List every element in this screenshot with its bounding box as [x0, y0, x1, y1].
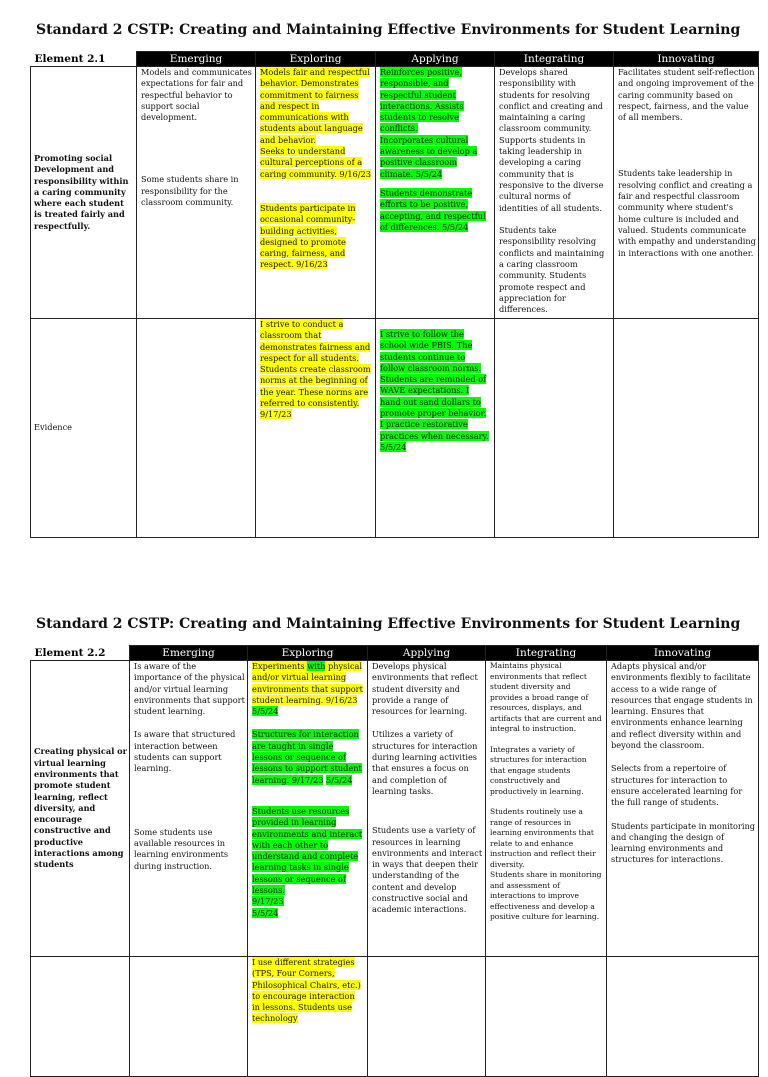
integrating-text-c: Students routinely use a range of resources in learning environments that relate to and enhance instruction and reflect their diversity. Students share in monitoring and assessment of interactions to improve effectiveness and develop a positive culture for learning.: [490, 807, 602, 921]
cell-exploring: [256, 67, 376, 319]
header-integrating: Integrating: [486, 646, 607, 661]
applying-text-a: Reinforces positive, responsible, and respectful student interactions. Assists students to resolve conflicts. Incorporates cultural awareness to develop a positive classroom climate. 5/5/24: [380, 67, 478, 179]
element-label: Element 2.1: [31, 52, 137, 67]
innovating-text-b: Selects from a repertoire of structures for interaction to ensure accelerated learning for the full range of students.: [611, 763, 743, 808]
applying-text-b: Students demonstrate efforts to be positive, accepting, and respectful of differences. 5/5/24: [380, 187, 486, 232]
evidence-innovating: [614, 319, 759, 538]
evidence-integrating: [486, 957, 607, 1077]
exploring-text-a-part1: Experiments: [252, 661, 308, 671]
header-applying: Applying: [376, 52, 495, 67]
exploring-text-a: Models fair and respectful behavior. Demonstrates commitment to fairness and respect in communications with students about language and behavior. Seeks to understand cultural perceptions of a caring community. 9/16/23: [260, 67, 371, 179]
cell-applying: [368, 661, 486, 957]
exploring-text-b: Students participate in occasional community-building activities, designed to promote caring, fairness, and respect. 9/16/23: [260, 202, 356, 270]
innovating-text-a: Adapts physical and/or environments flexibly to facilitate access to a wide range of resources that engage students in learning. Ensures that environments enhance learning and reflect diversity within and beyond the classroom.: [611, 661, 753, 751]
emerging-text-a: Models and communicates expectations for fair and respectful behavior to support social development.: [141, 67, 252, 123]
cell-emerging: [130, 661, 248, 957]
cell-integrating: [495, 67, 614, 319]
evidence-emerging: [130, 957, 248, 1077]
exploring-text-c: Students use resources provided in learning environments and interact with each other to understand and complete learning tasks in single lessons or sequence of lessons.: [252, 805, 363, 896]
cell-innovating: [614, 67, 759, 319]
applying-text-c: Students use a variety of resources in learning environments and interact in ways that deepen their understanding of the content and develop constructive social and academic interactions.: [372, 825, 483, 915]
evidence-exploring: [248, 957, 368, 1077]
applying-text-b: Utilizes a variety of structures for interaction during learning activities that ensures a focus on and completion of learning tasks.: [372, 729, 478, 796]
header-exploring: Exploring: [256, 52, 376, 67]
page-title-standard-2-1: Standard 2 CSTP: Creating and Maintaining Effective Environments for Student Learning: [36, 22, 741, 38]
header-integrating: Integrating: [495, 52, 614, 67]
evidence-innovating: [607, 957, 759, 1077]
innovating-text-b: Students take leadership in resolving conflict and creating a fair and respectful classroom community where student's home culture is included and valued. Students communicate with empathy and understanding in interactions with one another.: [618, 168, 756, 258]
emerging-text-a: Is aware of the importance of the physical and/or virtual learning environments that support student learning.: [134, 661, 245, 717]
integrating-text-a: Maintains physical environments that reflect student diversity and provides a broad range of resources, displays, and artifacts that are current and integral to instruction.: [490, 661, 602, 733]
evidence-applying: [376, 319, 495, 538]
evidence-integrating: [495, 319, 614, 538]
evidence-applying: [368, 957, 486, 1077]
evidence-exploring: [256, 319, 376, 538]
cell-integrating: [486, 661, 607, 957]
innovating-text-a: Facilitates student self-reflection and ongoing improvement of the caring community based on respect, fairness, and the value of all members.: [618, 67, 755, 123]
integrating-text: Develops shared responsibility with students for resolving conflict and creating and maintaining a caring classroom community. Supports students in taking leadership in developing a caring community that is responsive to the diverse cultural norms of identities of all students. Students take responsibility resolving conflicts and maintaining a caring classroom community. Students promote respect and appreciation for differences.: [499, 67, 605, 315]
cell-emerging: [137, 67, 256, 319]
header-emerging: Emerging: [137, 52, 256, 67]
row-label-element-2-1: Promoting social Development and responsibility within a caring community where each student is treated fairly and respectfully.: [31, 67, 137, 319]
header-applying: Applying: [368, 646, 486, 661]
page-title-standard-2-2: Standard 2 CSTP: Creating and Maintaining Effective Environments for Student Learning: [36, 616, 741, 632]
header-innovating: Innovating: [614, 52, 759, 67]
emerging-text-c: Some students use available resources in learning environments during instruction.: [134, 826, 229, 871]
exploring-text-a-date: 5/5/24: [252, 706, 279, 717]
emerging-text-b: Some students share in responsibility for the classroom community.: [141, 174, 239, 208]
header-innovating: Innovating: [607, 646, 759, 661]
element-2-1-table: [30, 51, 759, 538]
cell-innovating: [607, 661, 759, 957]
exploring-text-c-dates: 9/17/23 5/5/24: [252, 896, 284, 918]
evidence-emerging: [137, 319, 256, 538]
evidence-label: Evidence: [31, 319, 137, 538]
exploring-text-b-date: 5/5/24: [326, 774, 353, 785]
header-emerging: Emerging: [130, 646, 248, 661]
cell-applying: [376, 67, 495, 319]
emerging-text-b: Is aware that structured interaction between students can support learning.: [134, 729, 236, 774]
exploring-text-a-part3: physical and/or virtual learning environments that support student learning. 9/16/23: [252, 661, 363, 705]
evidence-exploring-text: I strive to conduct a classroom that demonstrates fairness and respect for all students. Students create classroom norms at the beginning of the year. These norms are referred to consistently. 9/17/23: [260, 319, 371, 420]
evidence-label-cell: [31, 957, 130, 1077]
row-label-element-2-2: Creating physical or virtual learning environments that promote student learning, reflect diversity, and encourage constructive and productive interactions among students: [31, 661, 130, 957]
exploring-text-a-part2: with: [307, 661, 326, 671]
exploring-text-b: Structures for interaction are taught in single lessons or sequence of lessons to support student learning. 9/17/23: [252, 729, 362, 785]
evidence-applying-text: I strive to follow the school wide PBIS. The students continue to follow classroom norms. Students are reminded of WAVE expectations. I hand out sand dollars to promote proper behavior. I practice restorative practices when necessary. 5/5/24: [380, 329, 489, 452]
evidence-exploring-text: I use different strategies (TPS, Four Corners, Philosophical Chairs, etc.) to encourage interaction in lessons. Students use technology: [252, 957, 361, 1024]
header-exploring: Exploring: [248, 646, 368, 661]
innovating-text-c: Students participate in monitoring and changing the design of learning environments and structures for interactions.: [611, 820, 755, 865]
integrating-text-b: Integrates a variety of structures for interaction that engage students constructively and productively in learning.: [490, 744, 587, 796]
element-label: Element 2.2: [31, 646, 130, 661]
applying-text-a: Develops physical environments that reflect student diversity and provide a range of resources for learning.: [372, 661, 478, 717]
element-2-2-table: [30, 645, 759, 1077]
cell-exploring: [248, 661, 368, 957]
